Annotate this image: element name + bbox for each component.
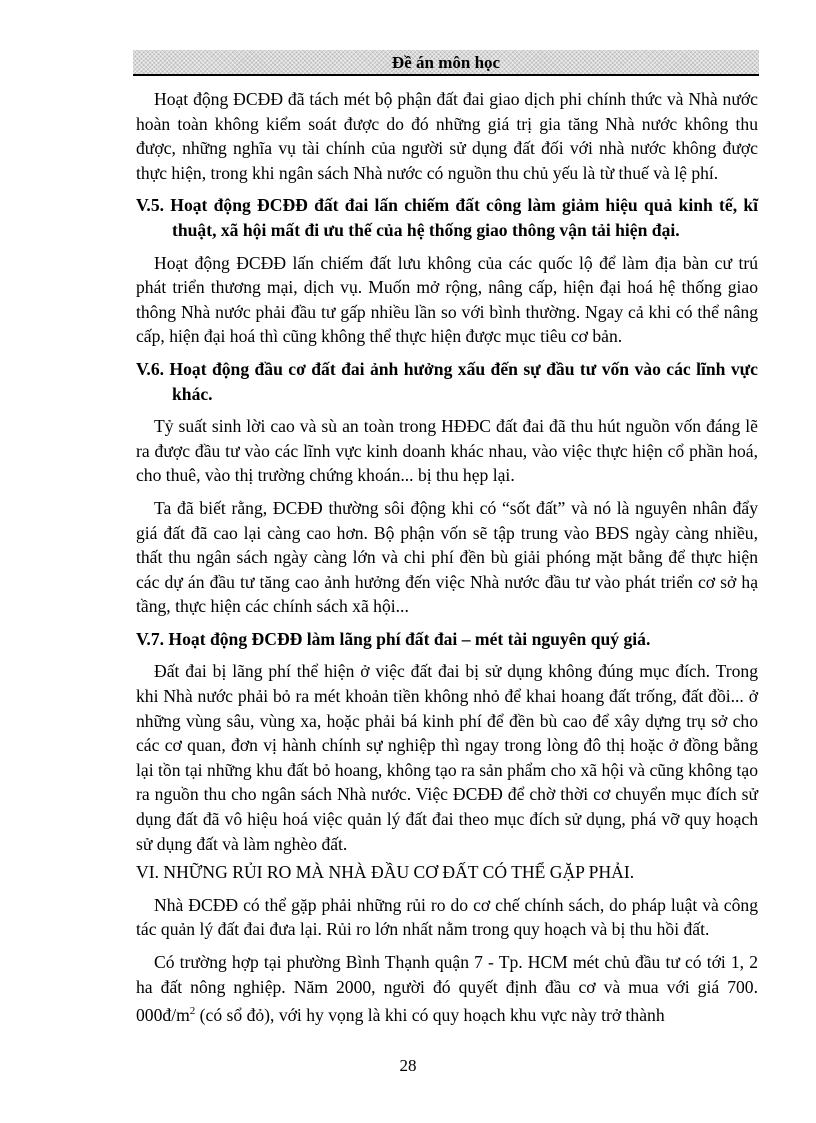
case-text-start: Có trường hợp tại phường Bình Thạnh quận 7 - Tp. HCM mét chủ đầu tư có tới 1, 2 ha đất nông nghiệp. Năm 2000, người đó quyết định đầu cơ và mua với giá 700. 000đ/m xyxy=(136,952,758,1026)
heading-v7: V.7. Hoạt động ĐCĐĐ làm lãng phí đất đai – mét tài nguyên quý giá. xyxy=(136,628,651,649)
paragraph-land-fever: Ta đã biết rằng, ĐCĐĐ thường sôi động khi có “sốt đất” và nó là nguyên nhân đẩy giá đất đã cao lại càng cao hơn. Bộ phận vốn sẽ tập trung vào BĐS ngày càng nhiều, thất thu ngân sách ngày càng lớn và chi phí đền bù giải phóng mặt bằng để thực hiện các dự án đầu tư tăng cao ảnh hưởng đến việc Nhà nước đầu tư vào phát triển cơ sở hạ tầng, thực hiện các chính sách xã hội... xyxy=(136,497,758,617)
paragraph-speculator-risks: Nhà ĐCĐĐ có thể gặp phải những rủi ro do cơ chế chính sách, do pháp luật và công tác quản lý đất đai đưa lại. Rủi ro lớn nhất nằm trong quy hoạch và bị thu hồi đất. xyxy=(136,894,758,940)
heading-v5: V.5. Hoạt động ĐCĐĐ đất đai lấn chiếm đất công làm giảm hiệu quả kinh tế, kĩ thuật, xã hội mất đi ưu thế của hệ thống giao thông vận tải hiện đại. xyxy=(136,195,758,240)
running-header xyxy=(133,50,759,76)
paragraph-capital-diversion: Tỷ suất sinh lời cao và sù an toàn trong HĐĐC đất đai đã thu hút nguồn vốn đáng lẽ ra được đầu tư vào các lĩnh vực kinh doanh khác nhau, vào việc thực hiện cổ phần hoá, cho thuê, vào thị trường chứng khoán... bị thu hẹp lại. xyxy=(136,416,758,486)
page-number: 28 xyxy=(399,1056,417,1075)
case-text-end: (có sổ đỏ), với hy vọng là khi có quy hoạch khu vực này trở thành xyxy=(195,1005,665,1026)
square-meter-superscript: 2 xyxy=(189,1005,196,1018)
paragraph-road-encroachment: Hoạt động ĐCĐĐ lấn chiếm đất lưu không của các quốc lộ để làm địa bàn cư trú phát triển thương mại, dịch vụ. Muốn mở rộng, nâng cấp, hiện đại hoá hệ thống giao thông Nhà nước phải đầu tư gấp nhiều lần so với bình thường. Ngay cả khi có thể nâng cấp, hiện đại hoá thì cũng không thể thực hiện được mục tiêu cơ bản. xyxy=(136,252,758,347)
paragraph-binh-thanh-case xyxy=(136,950,758,1028)
header-title: Đề án môn học xyxy=(391,53,501,72)
paragraph-state-revenue-loss: Hoạt động ĐCĐĐ đã tách mét bộ phận đất đai giao dịch phi chính thức và Nhà nước hoàn toàn không kiểm soát được do đó những giá trị gia tăng Nhà nước không thu được, những nghĩa vụ tài chính của người sử dụng đất đối với nhà nước không được thực hiện, trong khi ngân sách Nhà nước có nguồn thu chủ yếu là từ thuế và lệ phí. xyxy=(136,89,758,183)
heading-vi-risks: VI. NHỮNG RỦI RO MÀ NHÀ ĐẦU CƠ ĐẤT CÓ THỂ GẶP PHẢI. xyxy=(136,862,635,883)
page-body xyxy=(136,87,758,1028)
heading-v6: V.6. Hoạt động đầu cơ đất đai ảnh hưởng xấu đến sự đầu tư vốn vào các lĩnh vực khác. xyxy=(136,358,758,404)
paragraph-land-waste: Đất đai bị lãng phí thể hiện ở việc đất đai bị sử dụng không đúng mục đích. Trong khi Nhà nước phải bỏ ra mét khoản tiền không nhỏ để khai hoang đất trống, đất đồi... ở những vùng sâu, vùng xa, hoặc phải bá kinh phí để đền bù cao để xây dựng trụ sở cho các cơ quan, đơn vị hành chính sự nghiệp thì ngay trong lòng đô thị hoặc ở đồng bằng lại tồn tại những khu đất bỏ hoang, không tạo ra sản phẩm cho xã hội và cũng không tạo ra nguồn thu cho ngân sách Nhà nước. Việc ĐCĐĐ để chờ thời cơ chuyển mục đích sử dụng đất đã vô hiệu hoá việc quản lý đất đai theo mục đích sử dụng, phá vỡ quy hoạch sử dụng đất và làm nghèo đất. xyxy=(136,661,758,854)
